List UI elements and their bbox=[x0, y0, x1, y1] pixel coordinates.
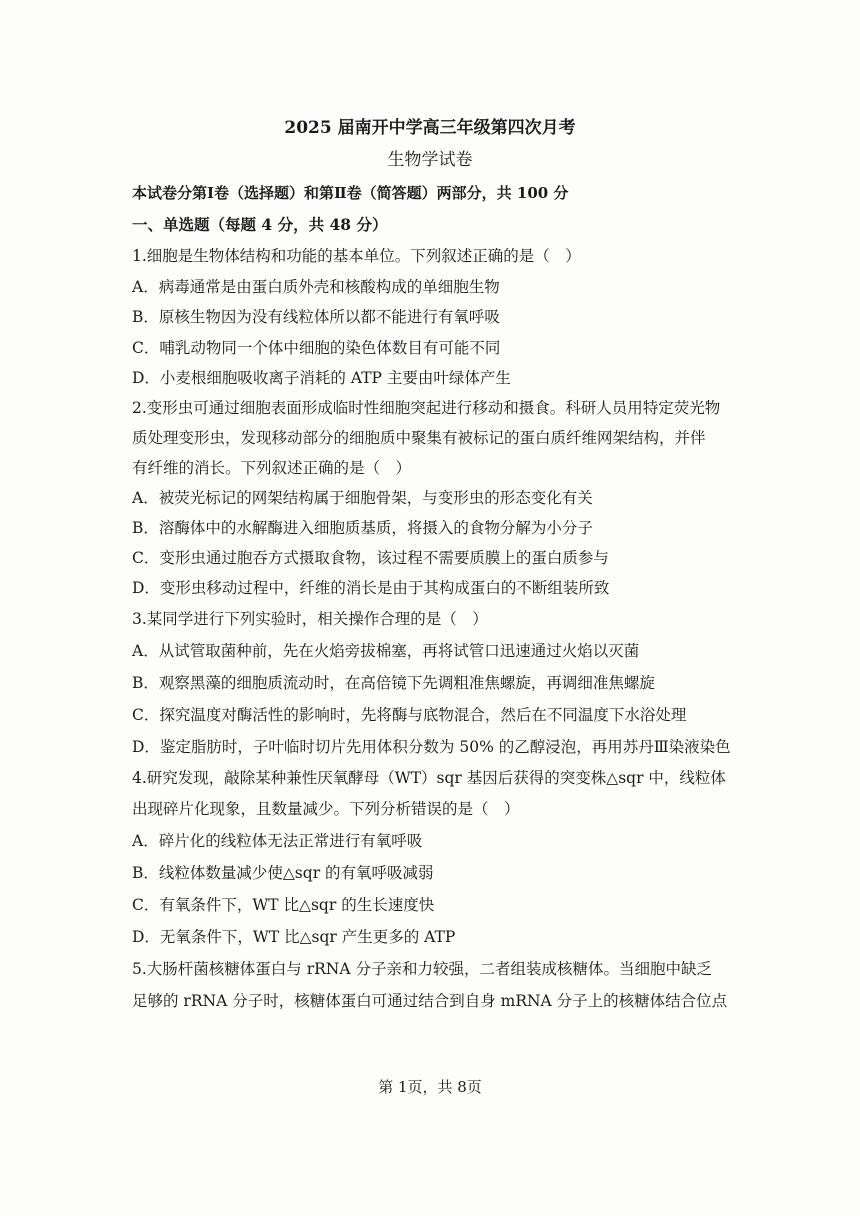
exam-info: 本试卷分第Ⅰ卷（选择题）和第Ⅱ卷（简答题）两部分，共 100 分 bbox=[132, 184, 569, 202]
question-5-stem-line-2: 足够的 rRNA 分子时，核糖体蛋白可通过结合到自身 mRNA 分子上的核糖体结合位点 bbox=[132, 992, 728, 1010]
question-4-option-a: A．碎片化的线粒体无法正常进行有氧呼吸 bbox=[132, 832, 423, 850]
question-2-stem-line-1: 2.变形虫可通过细胞表面形成临时性细胞突起进行移动和摄食。科研人员用特定荧光物 bbox=[132, 399, 721, 417]
question-4-stem-line-1: 4.研究发现，敲除某种兼性厌氧酵母（WT）sqr 基因后获得的突变株△sqr 中，线粒体 bbox=[132, 769, 726, 787]
exam-subtitle: 生物学试卷 bbox=[387, 150, 473, 170]
question-3-option-a: A．从试管取菌种前，先在火焰旁拔棉塞，再将试管口迅速通过火焰以灭菌 bbox=[132, 642, 640, 660]
question-5-stem-line-1: 5.大肠杆菌核糖体蛋白与 rRNA 分子亲和力较强，二者组装成核糖体。当细胞中缺乏 bbox=[132, 960, 712, 978]
question-2-option-d: D．变形虫移动过程中，纤维的消长是由于其构成蛋白的不断组装所致 bbox=[132, 579, 610, 597]
question-4-stem-line-2: 出现碎片化现象，且数量减少。下列分析错误的是（ ） bbox=[132, 800, 520, 818]
question-4-option-b: B．线粒体数量减少使△sqr 的有氧呼吸减弱 bbox=[132, 864, 434, 882]
question-1-option-d: D．小麦根细胞吸收离子消耗的 ATP 主要由叶绿体产生 bbox=[132, 369, 511, 387]
question-2-stem-line-3: 有纤维的消长。下列叙述正确的是（ ） bbox=[132, 459, 412, 477]
section-title: 一、单选题（每题 4 分，共 48 分） bbox=[132, 215, 388, 234]
question-1-option-b: B．原核生物因为没有线粒体所以都不能进行有氧呼吸 bbox=[132, 308, 500, 326]
question-3-stem-line-1: 3.某同学进行下列实验时，相关操作合理的是（ ） bbox=[132, 610, 488, 628]
page-number: 第 1页，共 8页 bbox=[378, 1078, 482, 1096]
question-2-option-b: B．溶酶体中的水解酶进入细胞质基质，将摄入的食物分解为小分子 bbox=[132, 519, 593, 537]
question-1-option-a: A．病毒通常是由蛋白质外壳和核酸构成的单细胞生物 bbox=[132, 278, 500, 296]
question-1-option-c: C．哺乳动物同一个体中细胞的染色体数目有可能不同 bbox=[132, 339, 501, 357]
question-3-option-c: C．探究温度对酶活性的影响时，先将酶与底物混合，然后在不同温度下水浴处理 bbox=[132, 706, 687, 724]
question-4-option-d: D．无氧条件下，WT 比△sqr 产生更多的 ATP bbox=[132, 928, 456, 946]
question-1-stem-line-1: 1.细胞是生物体结构和功能的基本单位。下列叙述正确的是（ ） bbox=[132, 247, 581, 265]
question-2-option-a: A．被荧光标记的网架结构属于细胞骨架，与变形虫的形态变化有关 bbox=[132, 489, 593, 507]
question-4-option-c: C．有氧条件下，WT 比△sqr 的生长速度快 bbox=[132, 896, 435, 914]
question-3-option-d: D．鉴定脂肪时，子叶临时切片先用体积分数为 50% 的乙醇浸泡，再用苏丹Ⅲ染液染色 bbox=[132, 738, 731, 756]
question-2-option-c: C．变形虫通过胞吞方式摄取食物，该过程不需要质膜上的蛋白质参与 bbox=[132, 549, 609, 567]
exam-title: 2025 届南开中学高三年级第四次月考 bbox=[284, 118, 576, 138]
question-3-option-b: B．观察黑藻的细胞质流动时，在高倍镜下先调粗准焦螺旋，再调细准焦螺旋 bbox=[132, 674, 655, 692]
question-2-stem-line-2: 质处理变形虫，发现移动部分的细胞质中聚集有被标记的蛋白质纤维网架结构，并伴 bbox=[132, 429, 706, 447]
